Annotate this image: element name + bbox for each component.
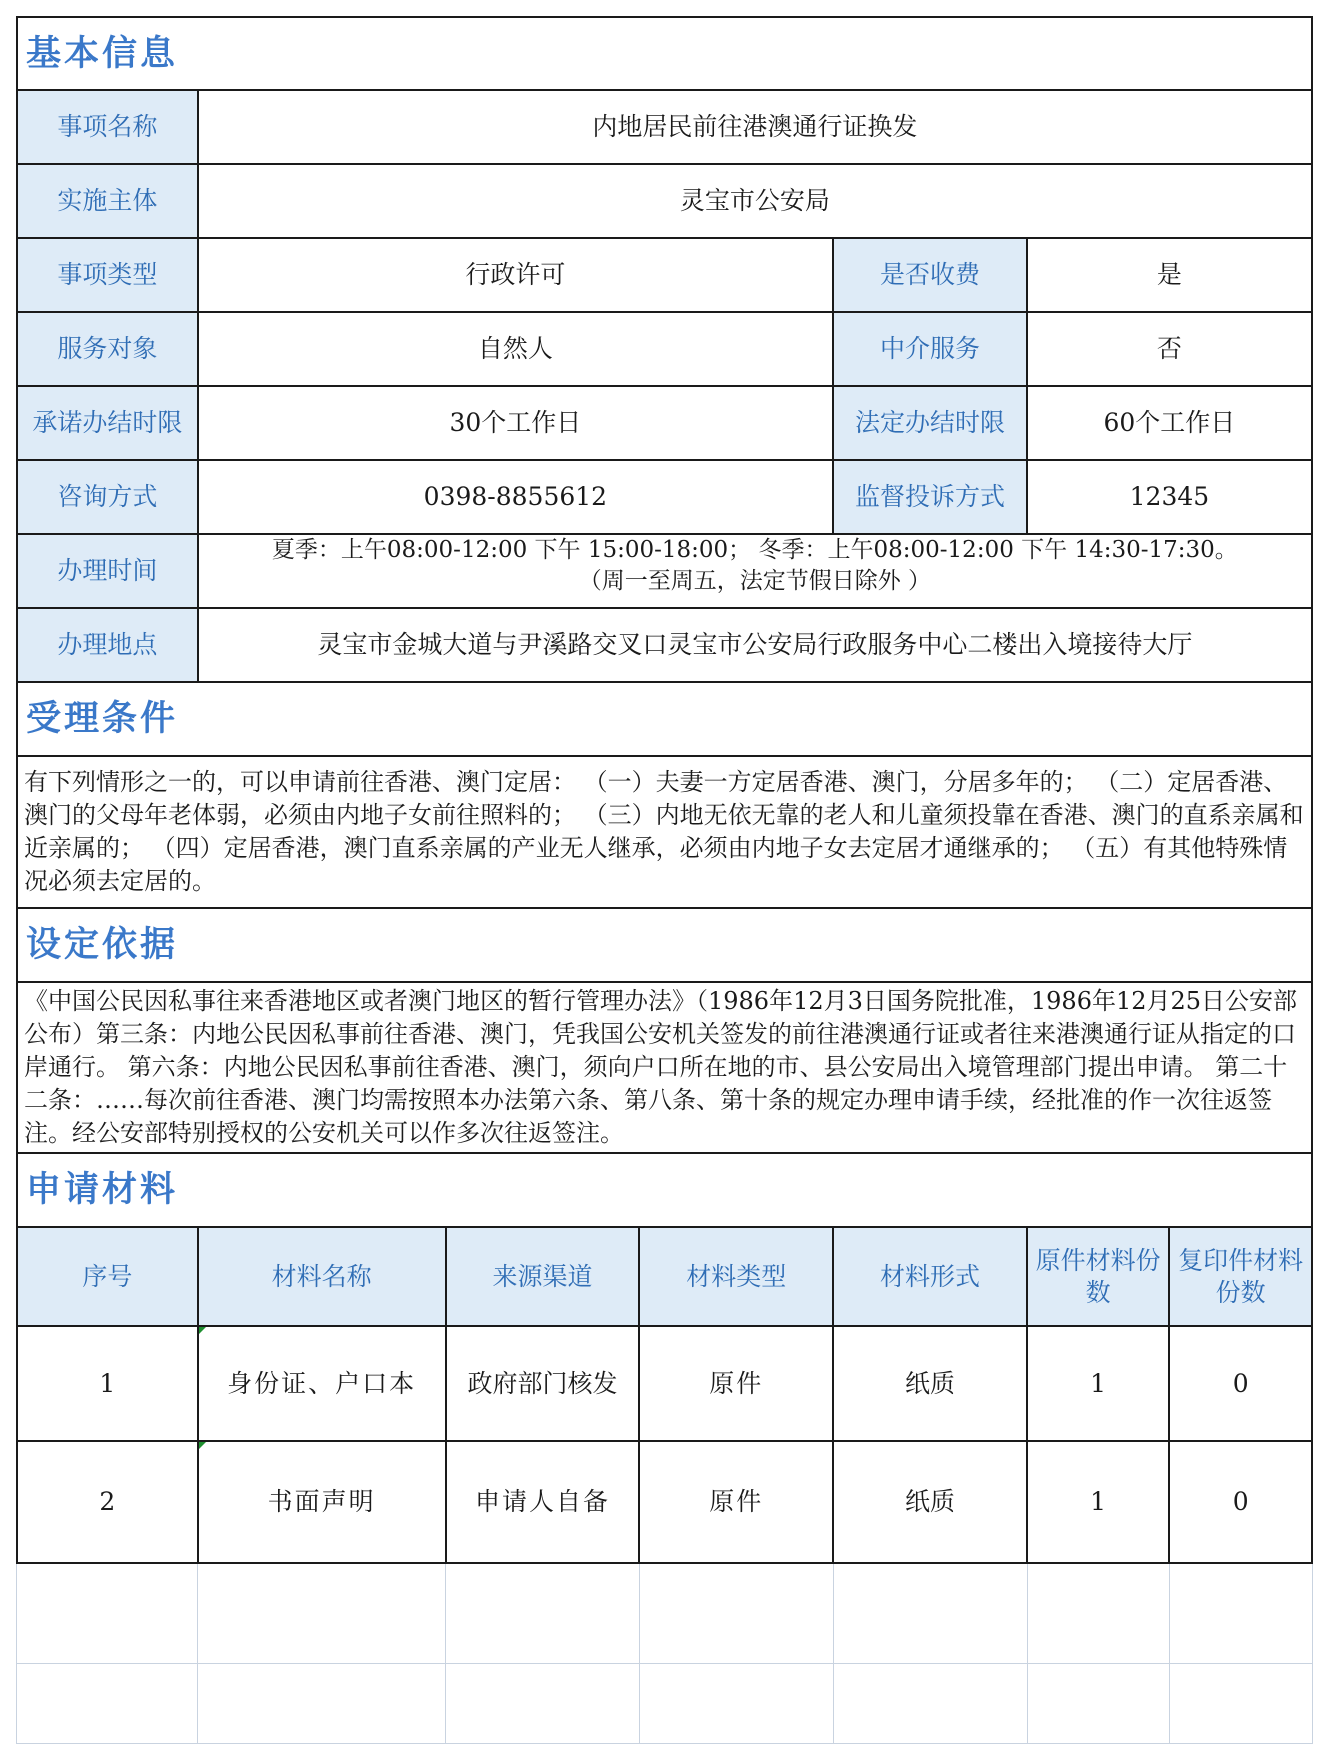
agent-service-value: 否 (1027, 312, 1312, 386)
item-type-label: 事项类型 (17, 238, 198, 312)
office-hours-line2: （周一至周五，法定节假日除外 ） (578, 568, 931, 594)
row-material-type: 原件 (639, 1441, 833, 1563)
item-name-label: 事项名称 (17, 90, 198, 164)
section-title-basic-info: 基本信息 (17, 17, 1312, 90)
consult-phone: 0398-8855612 (198, 460, 833, 534)
row-material-name-text: 身份证、户口本 (227, 1368, 417, 1398)
empty-cell (639, 1564, 833, 1663)
comment-corner-mark (199, 1327, 206, 1334)
address-value: 灵宝市金城大道与尹溪路交叉口灵宝市公安局行政服务中心二楼出入境接待大厅 (198, 608, 1312, 682)
row-material-name (198, 1441, 446, 1563)
header-source: 来源渠道 (446, 1227, 640, 1326)
complaint-phone: 12345 (1027, 460, 1312, 534)
empty-cell (17, 1663, 198, 1743)
row-copy-count: 0 (1169, 1326, 1312, 1441)
promised-time-label: 承诺办结时限 (17, 386, 198, 460)
basis-text: 《中国公民因私事往来香港地区或者澳门地区的暂行管理办法》（1986年12月3日国务院批准，1986年12月25日公安部公布）第三条：内地公民因私事前往香港、澳门，凭我国公安机关签发的前往港澳通行证或者往来港澳通行证从指定的口岸通行。 第六条：内地公民因私事前往香港、澳门，须向户口所在地的市、县公安局出入境管理部门提出申请。 第二十二条：……每次前往香港、澳门均需按照本办法第六条、第八条、第十条的规定办理申请手续，经批准的作一次往返签注。经公安部特别授权的公安机关可以作多次往返签注。 (17, 982, 1312, 1153)
row-copy-count: 0 (1169, 1441, 1312, 1563)
section-title-materials: 申请材料 (17, 1153, 1312, 1227)
empty-cell (445, 1564, 639, 1663)
row-index: 1 (17, 1326, 198, 1441)
row-material-form: 纸质 (833, 1326, 1027, 1441)
header-original-count-line1: 原件材料份 (1035, 1245, 1161, 1275)
header-copy-count-line1: 复印件材料 (1178, 1245, 1304, 1275)
row-material-name (198, 1326, 446, 1441)
agent-service-label: 中介服务 (833, 312, 1027, 386)
section-title-basis: 设定依据 (17, 908, 1312, 982)
table-row (17, 1326, 1312, 1441)
row-source: 政府部门核发 (446, 1326, 640, 1441)
header-copy-count (1169, 1227, 1312, 1326)
header-copy-count-line2: 份数 (1215, 1277, 1266, 1307)
complaint-label: 监督投诉方式 (833, 460, 1027, 534)
office-hours-value (198, 534, 1312, 608)
office-hours-label: 办理时间 (17, 534, 198, 608)
legal-time-value: 60个工作日 (1027, 386, 1312, 460)
empty-cell (197, 1663, 445, 1743)
empty-cell (1027, 1663, 1170, 1743)
empty-grid (16, 1564, 1313, 1744)
empty-cell (445, 1663, 639, 1743)
row-material-type: 原件 (639, 1326, 833, 1441)
legal-time-label: 法定办结时限 (833, 386, 1027, 460)
header-index: 序号 (17, 1227, 198, 1326)
row-material-name-text: 书面声明 (267, 1487, 376, 1516)
header-material-type: 材料类型 (639, 1227, 833, 1326)
empty-cell (197, 1564, 445, 1663)
table-row (17, 1441, 1312, 1563)
header-original-count (1027, 1227, 1170, 1326)
item-name-value: 内地居民前往港澳通行证换发 (198, 90, 1312, 164)
guide-table (16, 16, 1313, 1564)
empty-cell (833, 1663, 1027, 1743)
consult-label: 咨询方式 (17, 460, 198, 534)
comment-corner-mark (199, 1442, 206, 1449)
fee-value: 是 (1027, 238, 1312, 312)
row-original-count: 1 (1027, 1441, 1170, 1563)
empty-cell (833, 1564, 1027, 1663)
empty-cell (17, 1564, 198, 1663)
agency-value: 灵宝市公安局 (198, 164, 1312, 238)
header-material-form: 材料形式 (833, 1227, 1027, 1326)
row-index: 2 (17, 1441, 198, 1563)
empty-cell (1027, 1564, 1170, 1663)
office-hours-line1: 夏季：上午08:00-12:00 下午 15:00-18:00； 冬季：上午08:00-12:00 下午 14:30-17:30。 (271, 537, 1238, 563)
service-target-value: 自然人 (198, 312, 833, 386)
header-original-count-line2: 数 (1085, 1277, 1111, 1307)
fee-label: 是否收费 (833, 238, 1027, 312)
row-material-form: 纸质 (833, 1441, 1027, 1563)
section-title-conditions: 受理条件 (17, 682, 1312, 756)
promised-time-value: 30个工作日 (198, 386, 833, 460)
empty-cell (1170, 1564, 1313, 1663)
service-guide-sheet (16, 16, 1313, 1744)
item-type-value: 行政许可 (198, 238, 833, 312)
row-original-count: 1 (1027, 1326, 1170, 1441)
service-target-label: 服务对象 (17, 312, 198, 386)
address-label: 办理地点 (17, 608, 198, 682)
agency-label: 实施主体 (17, 164, 198, 238)
conditions-text: 有下列情形之一的，可以申请前往香港、澳门定居： （一）夫妻一方定居香港、澳门，分居多年的； （二）定居香港、澳门的父母年老体弱，必须由内地子女前往照料的； （三）内地无依无靠的老人和儿童须投靠在香港、澳门的直系亲属和近亲属的； （四）定居香港，澳门直系亲属的产业无人继承，必须由内地子女去定居才通继承的； （五）有其他特殊情况必须去定居的。 (17, 756, 1312, 908)
empty-cell (1170, 1663, 1313, 1743)
row-source: 申请人自备 (446, 1441, 640, 1563)
header-material-name: 材料名称 (198, 1227, 446, 1326)
empty-cell (639, 1663, 833, 1743)
